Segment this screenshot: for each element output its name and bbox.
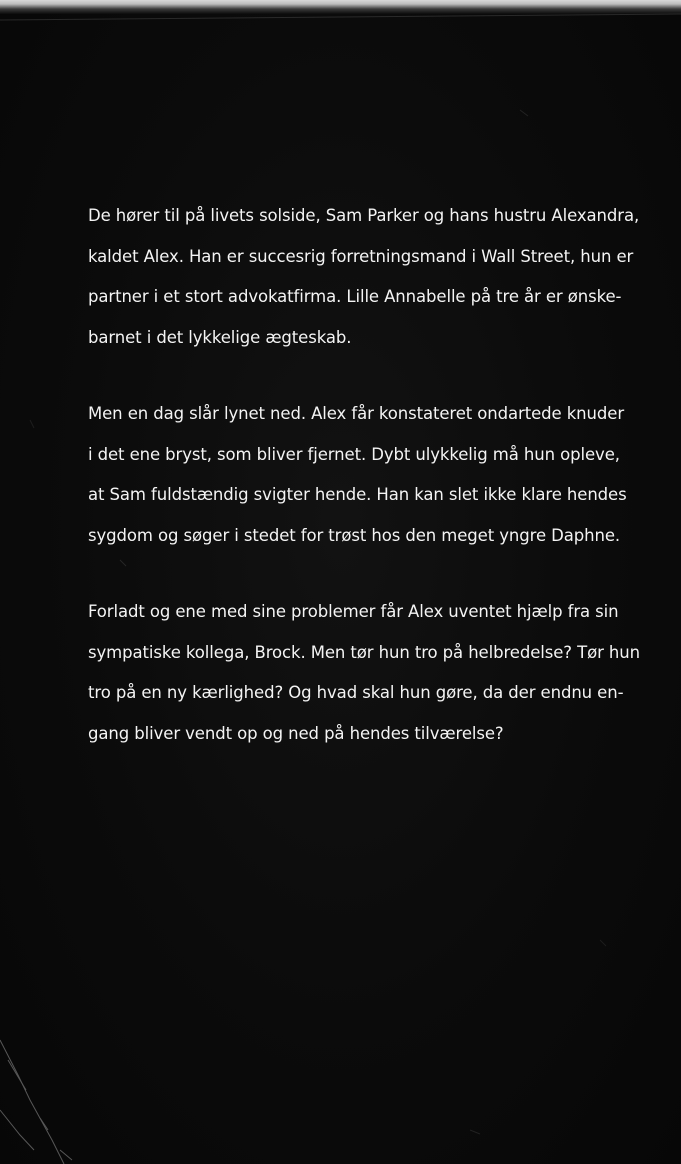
blurb-paragraph-3	[88, 592, 640, 754]
blurb-paragraph-1	[88, 196, 640, 358]
blurb-line: tro på en ny kærlighed? Og hvad skal hun gøre, da der endnu en-	[88, 683, 624, 702]
blurb-text	[88, 196, 640, 790]
blurb-paragraph-2	[88, 394, 628, 556]
blurb-line: De hører til på livets solside, Sam Parker og hans hustru Alexandra,	[88, 206, 640, 225]
blurb-line: sympatiske kollega, Brock. Men tør hun tro på helbredelse? Tør hun	[88, 642, 640, 662]
blurb-line: Forladt og ene med sine problemer får Alex uventet hjælp fra sin	[88, 602, 619, 621]
blurb-line: i det ene bryst, som bliver fjernet. Dybt ulykkelig må hun opleve,	[88, 444, 620, 464]
blurb-line: Men en dag slår lynet ned. Alex får konstateret ondartede knuder	[88, 404, 624, 423]
blurb-line: sygdom og søger i stedet for trøst hos den meget yngre Daphne.	[88, 525, 621, 545]
worn-top-edge	[0, 0, 681, 14]
blurb-line: gang bliver vendt op og ned på hendes tilværelse?	[88, 723, 504, 743]
blurb-line: barnet i det lykkelige ægteskab.	[88, 327, 352, 347]
blurb-line: at Sam fuldstændig svigter hende. Han kan slet ikke klare hendes	[88, 485, 627, 504]
blurb-line: kaldet Alex. Han er succesrig forretningsmand i Wall Street, hun er	[88, 246, 634, 266]
blurb-line: partner i et stort advokatfirma. Lille Annabelle på tre år er ønske-	[88, 287, 622, 306]
